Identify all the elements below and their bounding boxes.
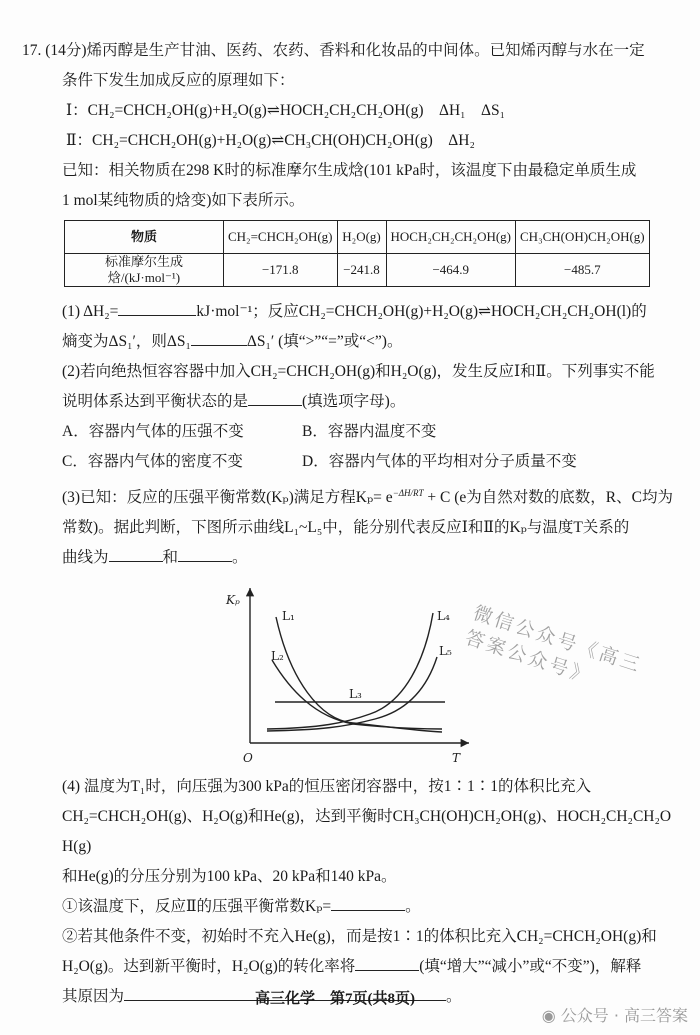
part2-text: 说明体系达到平衡状态的是 — [62, 393, 249, 410]
curve-l4 — [267, 613, 433, 729]
curve-label-l1: L₁ — [282, 609, 295, 623]
y-axis-label: Kₚ — [226, 593, 240, 607]
brand-watermark — [542, 1003, 688, 1026]
page-footer: 高三化学 第7页(共8页) — [255, 991, 415, 1007]
part3-text: (3)已知：反应的压强平衡常数(Kₚ)满足方程Kₚ= e — [62, 489, 393, 506]
curve-label-l3: L₃ — [349, 687, 362, 701]
question-number: 17. — [22, 42, 42, 59]
part4-text: 。 — [446, 988, 462, 1005]
option-b: B．容器内温度不变 — [302, 423, 437, 440]
table-header: H₂O(g) — [337, 221, 386, 254]
table-row — [65, 254, 650, 287]
part1-text: 熵变为ΔS₁′，则ΔS₁ — [62, 333, 191, 350]
part2-line-2 — [62, 387, 674, 417]
origin-label: O — [243, 751, 253, 765]
options-row-1 — [62, 417, 674, 447]
part3-line-1 — [62, 483, 674, 513]
table-header: CH₂=CHCH₂OH(g) — [224, 221, 338, 254]
enthalpy-table — [64, 220, 650, 287]
table-header: HOCH₂CH₂CH₂OH(g) — [386, 221, 516, 254]
known-line-1: 已知：相关物质在298 K时的标准摩尔生成焓(101 kPa时，该温度下由最稳定单质生成 — [62, 162, 637, 179]
answer-blank-part2[interactable] — [248, 391, 302, 406]
option-a: A．容器内气体的压强不变 — [62, 423, 244, 440]
part4-text: H₂O(g)。达到新平衡时，H₂O(g)的转化率将 — [62, 958, 356, 975]
part3-line-3 — [62, 543, 674, 573]
reaction-1: Ⅰ：CH₂=CHCH₂OH(g)+H₂O(g)⇌HOCH₂CH₂CH₂OH(g) ΔH₁ ΔS₁ — [66, 102, 506, 119]
part4-text: 其原因为 — [62, 988, 125, 1005]
table-header-row — [65, 221, 650, 254]
answer-blank-curve-2[interactable] — [178, 547, 232, 562]
part4-text: (填“增大”“减小”或“不变”)，解释 — [419, 958, 642, 975]
question-header — [22, 36, 674, 66]
question-points: (14分) — [45, 42, 87, 59]
part3-text: 和 — [162, 549, 179, 566]
question-17 — [22, 0, 674, 1012]
answer-blank-conversion[interactable] — [355, 956, 419, 971]
part1-line-2 — [62, 327, 674, 357]
part2-text: (填选项字母)。 — [302, 393, 406, 410]
wechat-icon: ◉ — [541, 1006, 561, 1025]
part3-text: 曲线为 — [62, 549, 109, 566]
intro-line-1: 烯丙醇是生产甘油、医药、农药、香料和化妆品的中间体。已知烯丙醇与水在一定 — [86, 42, 645, 59]
part4-q2-line-2 — [62, 952, 674, 982]
watermark-diagonal: 微信公众号《高三答案公众号》 — [462, 601, 645, 689]
table-cell: −171.8 — [224, 254, 338, 287]
intro-line-2: 条件下发生加成反应的原理如下： — [62, 72, 295, 89]
brand-text: 公众号 · 高三答案 — [560, 1006, 688, 1025]
curve-label-l4: L₄ — [437, 609, 450, 623]
part4-q1 — [62, 892, 674, 922]
table-cell: −464.9 — [386, 254, 516, 287]
part1-text: ΔS₁′ (填“>”“=”或“<”)。 — [246, 333, 403, 350]
part4-text: 。 — [405, 898, 421, 915]
answer-blank-curve-1[interactable] — [109, 547, 163, 562]
curve-label-l2: L₂ — [271, 649, 284, 663]
part4-line-2: CH₂=CHCH₂OH(g)、H₂O(g)和He(g)，达到平衡时CH₃CH(OH)CH₂OH(g)、HOCH₂CH₂CH₂OH(g) — [62, 808, 672, 855]
part2-line-1: (2)若向绝热恒容容器中加入CH₂=CHCH₂OH(g)和H₂O(g)，发生反应Ⅰ和Ⅱ。下列事实不能 — [62, 363, 655, 380]
part1-line-1 — [62, 297, 674, 327]
part3-line-2: 常数)。据此判断，下图所示曲线L₁~L₅中，能分别代表反应Ⅰ和Ⅱ的Kₚ与温度T关系的 — [62, 519, 630, 536]
curve-label-l5: L₅ — [439, 644, 452, 658]
option-d: D．容器内气体的平均相对分子质量不变 — [302, 453, 577, 470]
kp-temperature-graph — [0, 575, 480, 770]
part1-text: (1) ΔH₂= — [62, 303, 119, 320]
reaction-2: Ⅱ：CH₂=CHCH₂OH(g)+H₂O(g)⇌CH₃CH(OH)CH₂OH(g) ΔH₂ — [66, 132, 475, 149]
table-cell: −485.7 — [516, 254, 650, 287]
table-header: 物质 — [65, 221, 224, 254]
options-row-2 — [62, 447, 674, 477]
table-header: CH₃CH(OH)CH₂OH(g) — [516, 221, 650, 254]
part4-q2-line-1: ②若其他条件不变，初始时不充入He(g)，而是按1∶1的体积比充入CH₂=CHCH₂OH(g)和 — [62, 928, 657, 945]
answer-blank-kp[interactable] — [331, 896, 405, 911]
answer-blank-entropy[interactable] — [191, 331, 247, 346]
curve-l1 — [276, 617, 442, 732]
part3-text: + C (e为自然对数的底数，R、C均为 — [427, 489, 673, 506]
table-cell: −241.8 — [337, 254, 386, 287]
x-axis-label: T — [452, 751, 461, 765]
table-row-label: 标准摩尔生成焓/(kJ·mol⁻¹) — [65, 254, 224, 287]
part1-text: kJ·mol⁻¹；反应CH₂=CHCH₂OH(g)+H₂O(g)⇌HOCH₂CH₂CH₂OH(l)的 — [196, 303, 647, 320]
answer-blank-dh2[interactable] — [118, 301, 196, 316]
known-line-2: 1 mol某纯物质的焓变)如下表所示。 — [62, 192, 305, 209]
part4-line-1: (4) 温度为T₁时，向压强为300 kPa的恒压密闭容器中，按1∶1∶1的体积比充入 — [62, 778, 591, 795]
part4-text: ①该温度下，反应Ⅱ的压强平衡常数Kₚ= — [62, 898, 332, 915]
part4-line-3: 和He(g)的分压分别为100 kPa、20 kPa和140 kPa。 — [62, 868, 397, 885]
part3-text: 。 — [232, 549, 248, 566]
option-c: C．容器内气体的密度不变 — [62, 453, 243, 470]
exponent: −ΔH/RT — [392, 487, 424, 498]
